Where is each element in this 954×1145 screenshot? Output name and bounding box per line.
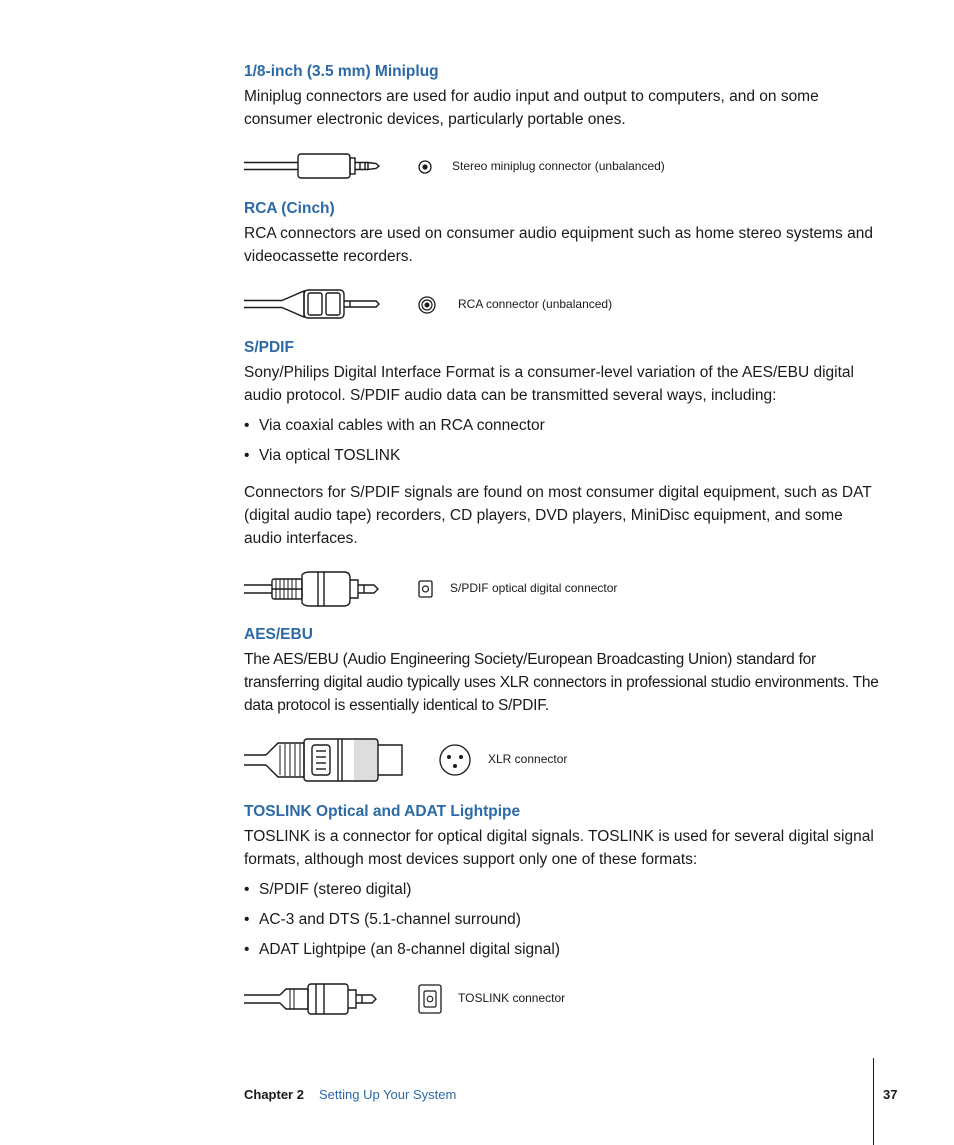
footer-chapter: Chapter 2 (244, 1087, 304, 1102)
rca-connector-icon (244, 288, 384, 320)
bullet-glyph: • (244, 911, 250, 928)
footer-chapter-title: Setting Up Your System (319, 1087, 457, 1102)
section-body-miniplug: Miniplug connectors are used for audio input and output to computers, and on some consumer electronic devices, particularly portable ones. (244, 88, 819, 128)
page-number: 37 (883, 1087, 898, 1102)
bullet-glyph: • (244, 447, 250, 464)
section-body2-spdif: Connectors for S/PDIF signals are found on most consumer digital equipment, such as DAT (digital audio tape) recorders, CD players, DVD players, MiniDisc equipment, and some audio interfaces. (244, 484, 872, 547)
section-body-aesebu: The AES/EBU (Audio Engineering Society/European Broadcasting Union) standard for transferring digital audio typically uses XLR connectors in professional studio environments. The data protocol is essentially identical to S/PDIF. (244, 651, 879, 714)
toslink-connector-icon (244, 982, 384, 1016)
section-body-toslink: TOSLINK is a connector for optical digital signals. TOSLINK is used for several digital signal formats, although most devices support only one of these formats: (244, 828, 874, 868)
xlr-connector-icon (244, 737, 406, 783)
xlr-jack-icon (439, 744, 471, 776)
bullet-glyph: • (244, 417, 250, 434)
miniplug-connector-icon (244, 150, 384, 182)
bullet-spdif-2: • Via optical TOSLINK (244, 444, 400, 467)
rca-jack-icon (418, 296, 436, 314)
footer-divider (873, 1058, 874, 1145)
section-body-spdif: Sony/Philips Digital Interface Format is a consumer-level variation of the AES/EBU digital audio protocol. S/PDIF audio data can be transmitted several ways, including: (244, 364, 854, 404)
bullet-toslink-3: • ADAT Lightpipe (an 8-channel digital signal) (244, 938, 560, 961)
caption-toslink: TOSLINK connector (458, 991, 566, 1005)
optical-connector-icon (244, 570, 384, 608)
section-heading-aesebu: AES/EBU (244, 626, 313, 643)
caption-miniplug: Stereo miniplug connector (unbalanced) (452, 159, 665, 173)
section-heading-spdif: S/PDIF (244, 339, 294, 356)
bullet-spdif-1: • Via coaxial cables with an RCA connector (244, 414, 545, 437)
bullet-toslink-1: • S/PDIF (stereo digital) (244, 878, 411, 901)
miniplug-jack-icon (418, 160, 432, 174)
section-body-rca: RCA connectors are used on consumer audio equipment such as home stereo systems and videocassette recorders. (244, 225, 873, 265)
section-heading-miniplug: 1/8-inch (3.5 mm) Miniplug (244, 63, 439, 80)
optical-jack-icon (418, 580, 433, 598)
caption-rca: RCA connector (unbalanced) (458, 297, 613, 311)
section-heading-toslink: TOSLINK Optical and ADAT Lightpipe (244, 803, 521, 820)
caption-spdif: S/PDIF optical digital connector (450, 581, 618, 595)
bullet-glyph: • (244, 941, 250, 958)
bullet-glyph: • (244, 881, 250, 898)
toslink-jack-icon (418, 984, 442, 1014)
section-heading-rca: RCA (Cinch) (244, 200, 335, 217)
bullet-toslink-2: • AC-3 and DTS (5.1-channel surround) (244, 908, 521, 931)
caption-xlr: XLR connector (488, 752, 568, 766)
